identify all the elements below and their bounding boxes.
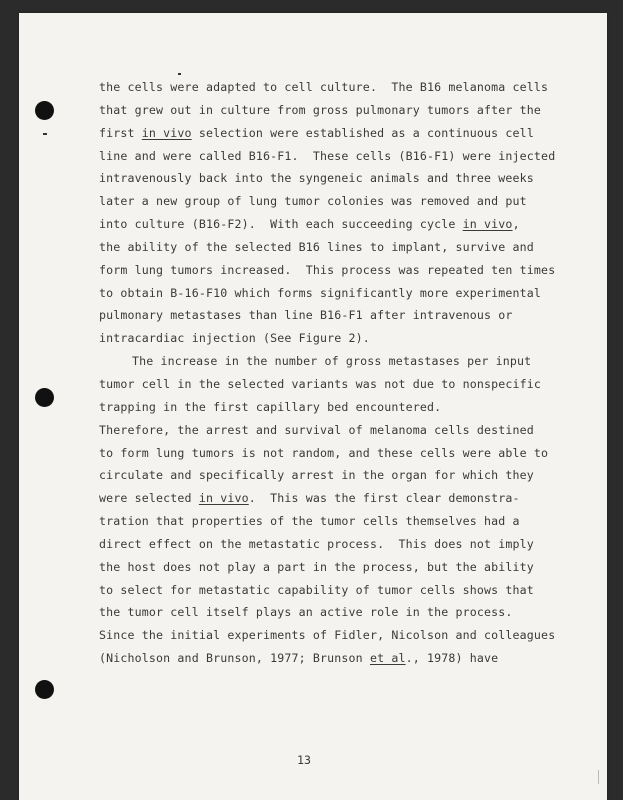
text-run: first xyxy=(99,125,142,140)
text-run: Therefore, the arrest and survival of melanoma cells destined xyxy=(99,422,534,437)
text-run: were selected xyxy=(99,491,199,506)
text-run: ., 1978) have xyxy=(405,651,499,666)
text-run: pulmonary metastases than line B16-F1 after intravenous or xyxy=(99,308,513,323)
text-run: The increase in the number of gross metastases per input xyxy=(132,354,532,369)
text-run: , xyxy=(512,217,520,232)
text-line xyxy=(99,99,559,122)
text-run: (Nicholson and Brunson, 1977; Brunson xyxy=(99,651,370,666)
page-number: 13 xyxy=(297,753,311,767)
text-line xyxy=(99,624,559,647)
text-line xyxy=(99,304,559,327)
underlined-term: in vivo xyxy=(462,217,513,232)
text-run: the host does not play a part in the process, but the ability xyxy=(99,559,534,574)
binder-hole-bottom xyxy=(35,680,54,699)
text-line xyxy=(99,579,559,602)
text-run: tumor cell in the selected variants was not due to nonspecific xyxy=(99,376,542,391)
text-line xyxy=(99,533,559,556)
text-line xyxy=(99,442,559,465)
text-run: the cells were adapted to cell culture. The B16 melanoma cells xyxy=(99,80,549,94)
text-run: selection were established as a continuous cell xyxy=(191,125,534,140)
text-line xyxy=(99,350,559,373)
text-run: tration that properties of the tumor cells themselves had a xyxy=(99,514,520,529)
body-text xyxy=(99,76,559,670)
text-line xyxy=(99,236,559,259)
text-run: circulate and specifically arrest in the organ for which they xyxy=(99,468,534,483)
text-line xyxy=(99,556,559,579)
text-line xyxy=(99,373,559,396)
underlined-term: in vivo xyxy=(141,125,192,140)
text-line xyxy=(99,601,559,624)
text-run: the ability of the selected B16 lines to implant, survive and xyxy=(99,239,534,254)
text-line xyxy=(99,76,559,99)
text-line xyxy=(99,167,559,190)
text-line xyxy=(99,213,559,236)
binder-hole-middle xyxy=(35,388,54,407)
text-line xyxy=(99,282,559,305)
text-line xyxy=(99,145,559,168)
text-run: to select for metastatic capability of tumor cells shows that xyxy=(99,582,534,597)
text-line xyxy=(99,487,559,510)
text-run: intravenously back into the syngeneic animals and three weeks xyxy=(99,171,534,186)
text-line xyxy=(99,510,559,533)
text-run: later a new group of lung tumor colonies was removed and put xyxy=(99,194,527,209)
text-run: . This was the first clear demonstra- xyxy=(248,491,520,506)
text-run: line and were called B16-F1. These cells (B16-F1) were injected xyxy=(99,148,556,163)
text-run: to obtain B-16-F10 which forms significantly more experimental xyxy=(99,285,542,300)
text-line xyxy=(99,327,559,350)
text-run: intracardiac injection (See Figure 2). xyxy=(99,331,370,346)
page-corner-edge xyxy=(598,770,605,784)
text-run: direct effect on the metastatic process. This does not imply xyxy=(99,536,534,551)
text-run: form lung tumors increased. This process was repeated ten times xyxy=(99,262,556,277)
underlined-term: in vivo xyxy=(198,491,249,506)
ink-speck xyxy=(43,133,47,135)
text-line xyxy=(99,259,559,282)
text-run: to form lung tumors is not random, and these cells were able to xyxy=(99,445,549,460)
binder-hole-top xyxy=(35,101,54,120)
text-run: into culture (B16-F2). With each succeeding cycle xyxy=(99,217,463,232)
text-line xyxy=(99,122,559,145)
text-line xyxy=(99,396,559,419)
text-run: the tumor cell itself plays an active role in the process. xyxy=(99,605,513,620)
underlined-term: et al xyxy=(369,651,406,666)
ink-speck xyxy=(178,73,181,75)
text-line xyxy=(99,647,559,670)
text-line xyxy=(99,464,559,487)
text-line xyxy=(99,190,559,213)
text-line xyxy=(99,419,559,442)
text-run: Since the initial experiments of Fidler, Nicolson and colleagues xyxy=(99,628,556,643)
text-run: that grew out in culture from gross pulmonary tumors after the xyxy=(99,102,542,117)
text-run: trapping in the first capillary bed encountered. xyxy=(99,399,442,414)
